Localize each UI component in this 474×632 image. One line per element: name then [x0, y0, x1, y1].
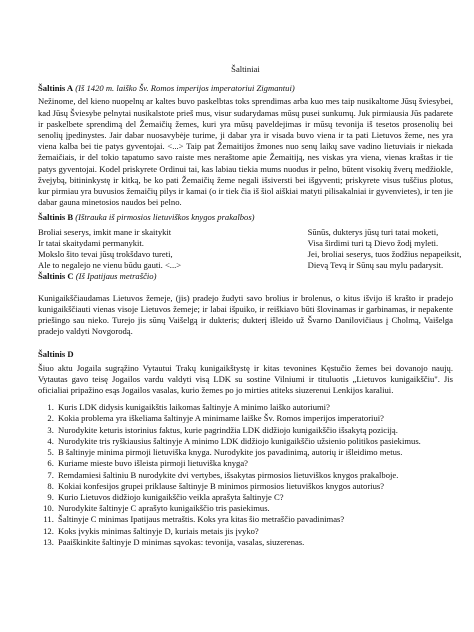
questions-list — [38, 402, 453, 548]
spacer — [38, 341, 453, 349]
question-item: 6. Kuriame mieste buvo išleista pirmoji lietuviška knyga? — [56, 458, 453, 469]
source-a-heading — [38, 83, 453, 94]
source-d-label: Šaltinis D — [38, 349, 74, 360]
question-item: 5. B šaltinyje minima pirmoji lietuviška knyga. Nurodykite jos pavadinimą, autorių ir išleidimo metus. — [56, 447, 453, 458]
question-item: 10. Nurodykite šaltinyje C aprašyto kunigaikščio tris pasiekimus. — [56, 503, 453, 514]
source-b-poem — [38, 226, 462, 272]
source-a-caption: (Iš 1420 m. laiško Šv. Romos imperijos imperatoriui Zigmantui) — [75, 83, 295, 94]
question-item: 12. Koks įvykis minimas šaltinyje D, kuriais metais jis įvyko? — [56, 526, 453, 537]
poem-line: Dievą Tevą ir Sūnų sau mylu padarysit. — [307, 260, 444, 271]
poem-line: Jei, broliai seserys, tuos žodžius nepapeiksit, — [307, 249, 462, 260]
source-b-label: Šaltinis B — [38, 212, 74, 223]
question-item: 4. Nurodykite tris ryškiausius šaltinyje A minimo LDK didžiojo kunigaikščio užsienio politikos pasiekimus. — [56, 436, 453, 447]
poem-line: Mokslo šito tevai jūsų trokšdavo tureti, — [38, 249, 173, 260]
question-item: 2. Kokia problema yra iškeliama šaltinyje A minimame laiške Šv. Romos imperijos imperatoriui? — [56, 413, 453, 424]
poem-line: Ale to negalejo ne vienu būdu gauti. <...> — [38, 260, 182, 271]
spacer — [38, 283, 453, 291]
question-item: 13. Paaiškinkite šaltinyje D minimas sąvokas: tevonija, vasalas, siuzerenas. — [56, 537, 453, 548]
question-item: 7. Remdamiesi šaltiniu B nurodykite dvi vertybes, išsakytas pirmosios lietuviškos knygos prakalboje. — [56, 470, 453, 481]
document-title: Šaltiniai — [231, 64, 260, 74]
source-c-heading — [38, 271, 453, 282]
poem-left-column — [38, 227, 241, 272]
question-item: 1. Kuris LDK didysis kunigaikštis laikomas šaltinyje A minimo laiško autoriumi? — [56, 402, 453, 413]
source-b-caption: (Ištrauka iš pirmosios lietuviškos knygos prakalbos) — [75, 212, 255, 223]
source-c-label: Šaltinis C — [38, 271, 74, 282]
question-item: 11. Šaltinyje C minimas Ipatijaus metraštis. Koks yra kitas šio metraščio pavadinimas? — [56, 514, 453, 525]
poem-line: Broliai seserys, imkit mane ir skaitykit — [38, 226, 172, 237]
source-c-caption: (Iš Ipatijaus metraščio) — [75, 271, 157, 282]
document-body — [38, 64, 462, 548]
question-item: 8. Kokiai konfesijos grupei priklause šaltinyje B minimos pirmosios lietuviškos knygos autorius? — [56, 481, 453, 492]
poem-line: Ir tatai skaitydami permanykit. — [38, 237, 144, 248]
question-item: 3. Nurodykite keturis istorinius faktus, kurie pagrindžia LDK didžiojo kunigaikščio išsakytą poziciją. — [56, 425, 453, 436]
poem-line: Visa širdimi turi tą Dievo žodį myleti. — [307, 237, 439, 248]
poem-line: Sūnūs, dukterys jūsų turi tatai moketi, — [307, 226, 439, 237]
source-b-heading — [38, 212, 453, 223]
source-d-heading — [38, 349, 453, 360]
source-a-text: Nežinome, del kieno nuopelnų ar kaltes buvo paskelbtas toks sprendimas arba kuo mes taip nusikaltome Jūsų šviesybei, kad Jūsų Šviesybe pelnytai nusikalstote prieš mus, visur sudarydamas mūsų pusei sunkumų. Juk pirmiausia Jūs padarete ir paskelbete sprendimą del Žemaičių žemes, kuri yra mūsų paveldejimas ir mūsų tevonija iš tesetos prosenolių bei senolių įpedinystes. Jair dabar nuosavybėje turime, ji dabar yra ir visada buvo viena ir ta pati Lietuvos žeme, nes yra viena kalba bei tie patys gyventojai. <...> Taip pat Žemaitijos žmones nuo senų laikų save vadino lietuviais ir niekada žemaičiais, ir del tokio tapatumo savo raiste mes neraštome apie Žemaitiją, nes viskas yra viena, vienas kraštas ir tie patys gyventojai. Kodel priskyrete Ordinui tai, kas labiau tiekia mums nuodus ir pelno, būtent visokių žverų medžiokle, žvejybą, bitininkystę ir kitką, be ko pati Žemaičių žeme negali išsiversti bei išgyventi; priskyrete visus tuščius plotus, kur pirmiau yra buvusios žemaičių pilys ir kamai (o ir tiek čia iš šiol aiškiai matyti pilisakalniai ir gyvenvietes), ir ten jie dabar gauna minetosios naudos bei pelno. — [38, 96, 453, 208]
poem-right-column — [250, 226, 462, 272]
question-item: 9. Kurio Lietuvos didžiojo kunigaikščio veikla aprašyta šaltinyje C? — [56, 492, 453, 503]
source-c-text: Kunigaikščiaudamas Lietuvos žemeje, (jis) pradejo žudyti savo brolius ir brolenus, o kitus išvijo iš krašto ir pradejo kunigaikščiauti vienas visoje Lietuvos žemeje; ir labai išpuiko, ir reiškiavo būti šlovinamas ir garbinamas, ir nepakente priešingo sau nieko. Turejo jis sūnų Vaišelgą ir dukteris; dukterį išleido už Švarno Danilovičiaus į Cholmą, Vaišelga pradejo valdyti Novgorodą. — [38, 292, 453, 337]
source-a-label: Šaltinis A — [38, 83, 74, 94]
source-d-text: Šiuo aktu Jogaila sugrąžino Vytautui Trakų kunigaikštystę ir kitas tevonines Kęstučio žemes bei dovanojo naujų. Vytautas gavo teisę Jogailos vardu valdyti visą LDK su sostine Vilniumi ir tituluotis „Lietuvos kunigaikščiu". Jis oficialiai pripažino esąs Jogailos vasalas, kurio žemes po jo mirties atiteks siuzerenui Lenkijos karaliui. — [38, 362, 453, 396]
